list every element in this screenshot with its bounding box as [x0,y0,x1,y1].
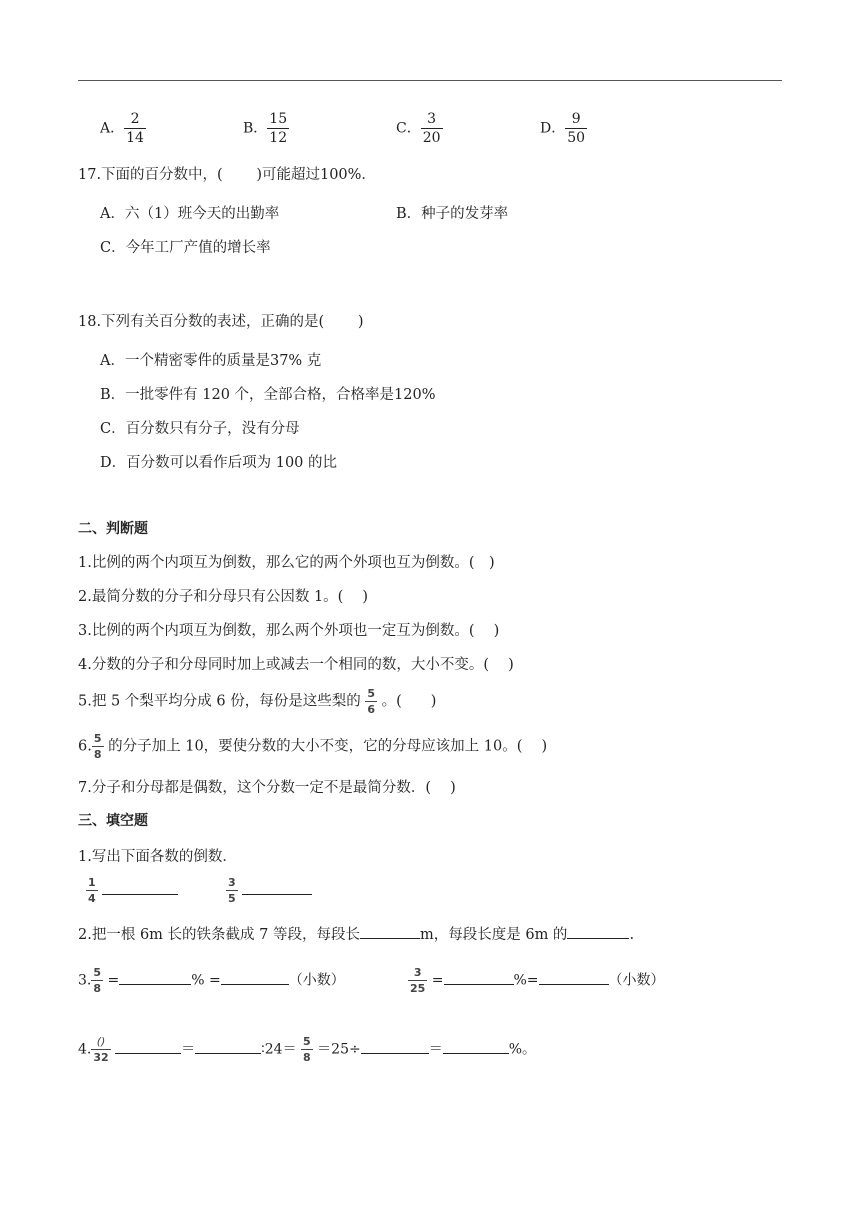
fill-q1-item-2 [226,877,312,904]
q17-option-a: A．六（1）班今天的出勤率 [100,206,280,222]
header-rule [78,80,782,81]
fraction: $\frac{2}{14}$ [126,111,144,146]
judgement-item-1: 1.比例的两个内项互为倒数，那么它的两个外项也互为倒数。( ) [78,555,495,571]
answer-blank[interactable] [115,1039,181,1054]
q16-option-d: D． $\frac{9}{50}$ [540,111,586,146]
judgement-item-7: 7.分子和分母都是偶数，这个分数一定不是最简分数．( ) [78,780,456,796]
answer-blank[interactable] [221,970,289,985]
judgement-item-3: 3.比例的两个内项互为倒数，那么两个外项也一定互为倒数。( ) [78,623,500,639]
fill-q1-item-1 [86,877,178,904]
answer-blank[interactable] [242,880,312,895]
judgement-item-4: 4.分数的分子和分母同时加上或减去一个相同的数，大小不变。( ) [78,657,514,673]
fill-question-3: 3. $\frac{5}{8}$ = % = （小数） [78,966,345,995]
fill-question-3b: $\frac{3}{25}$ = %= （小数） [410,966,665,995]
q18-option-b: B．一批零件有 120 个，全部合格，合格率是120% [100,387,436,403]
fraction: $\frac{5}{6}$ [367,687,375,716]
fraction: $\frac{15}{12}$ [269,111,288,146]
fraction: $\frac{9}{50}$ [567,111,586,146]
q16-option-a: A． $\frac{2}{14}$ [100,111,144,146]
fraction: $\frac{3}{5}$ [228,876,236,905]
fraction: $\frac{5}{8}$ [93,966,102,995]
answer-blank[interactable] [444,970,514,985]
q16-option-c: C． $\frac{3}{20}$ [396,111,441,146]
judgement-item-5: 5.把 5 个梨平均分成 6 份，每份是这些梨的 $\frac{5}{6}$ 。( ) [78,687,437,716]
q17-option-c: C．今年工厂产值的增长率 [100,240,271,256]
judgement-item-2: 2.最简分数的分子和分母只有公因数 1。( ) [78,589,369,605]
section-title-judgement: 二、判断题 [78,521,148,537]
answer-blank[interactable] [195,1039,261,1054]
q18-option-c: C．百分数只有分子，没有分母 [100,421,300,437]
fill-question-1: 1.写出下面各数的倒数． [78,849,237,865]
fraction: $\frac{3}{20}$ [422,111,441,146]
q18-stem: 18.下列有关百分数的表述，正确的是( ) [78,314,364,330]
section-title-fill: 三、填空题 [78,813,148,829]
answer-blank[interactable] [361,1039,429,1054]
answer-blank[interactable] [539,970,609,985]
q18-option-d: D．百分数可以看作后项为 100 的比 [100,455,338,471]
q17-stem: 17.下面的百分数中，( )可能超过100%． [78,167,376,183]
q18-option-a: A．一个精密零件的质量是37% 克 [100,353,322,369]
q16-option-b: B． $\frac{15}{12}$ [243,111,288,146]
fill-question-4: 4. $\frac{()}{32}$ ＝ ∶24＝ $\frac{5}{8}$ ＝25÷ ＝ %。 [78,1035,537,1064]
answer-blank[interactable] [567,924,629,939]
fill-question-2: 2.把一根 6m 长的铁条截成 7 等段，每段长 m，每段长度是 6m 的 . [78,923,634,944]
answer-blank[interactable] [119,970,191,985]
fraction: $\frac{5}{8}$ [303,1035,311,1064]
judgement-item-6: 6. $\frac{5}{8}$ 的分子加上 10，要使分数的大小不变，它的分母应该加上 10。( ) [78,732,548,761]
answer-blank[interactable] [360,924,420,939]
fraction: $\frac{5}{8}$ [93,732,102,761]
fraction: $\frac{1}{4}$ [88,876,96,905]
answer-blank[interactable] [102,880,178,895]
fraction: $\frac{()}{32}$ [93,1035,109,1064]
answer-blank[interactable] [443,1039,509,1054]
q17-option-b: B．种子的发芽率 [396,206,509,222]
fraction: $\frac{3}{25}$ [410,966,426,995]
